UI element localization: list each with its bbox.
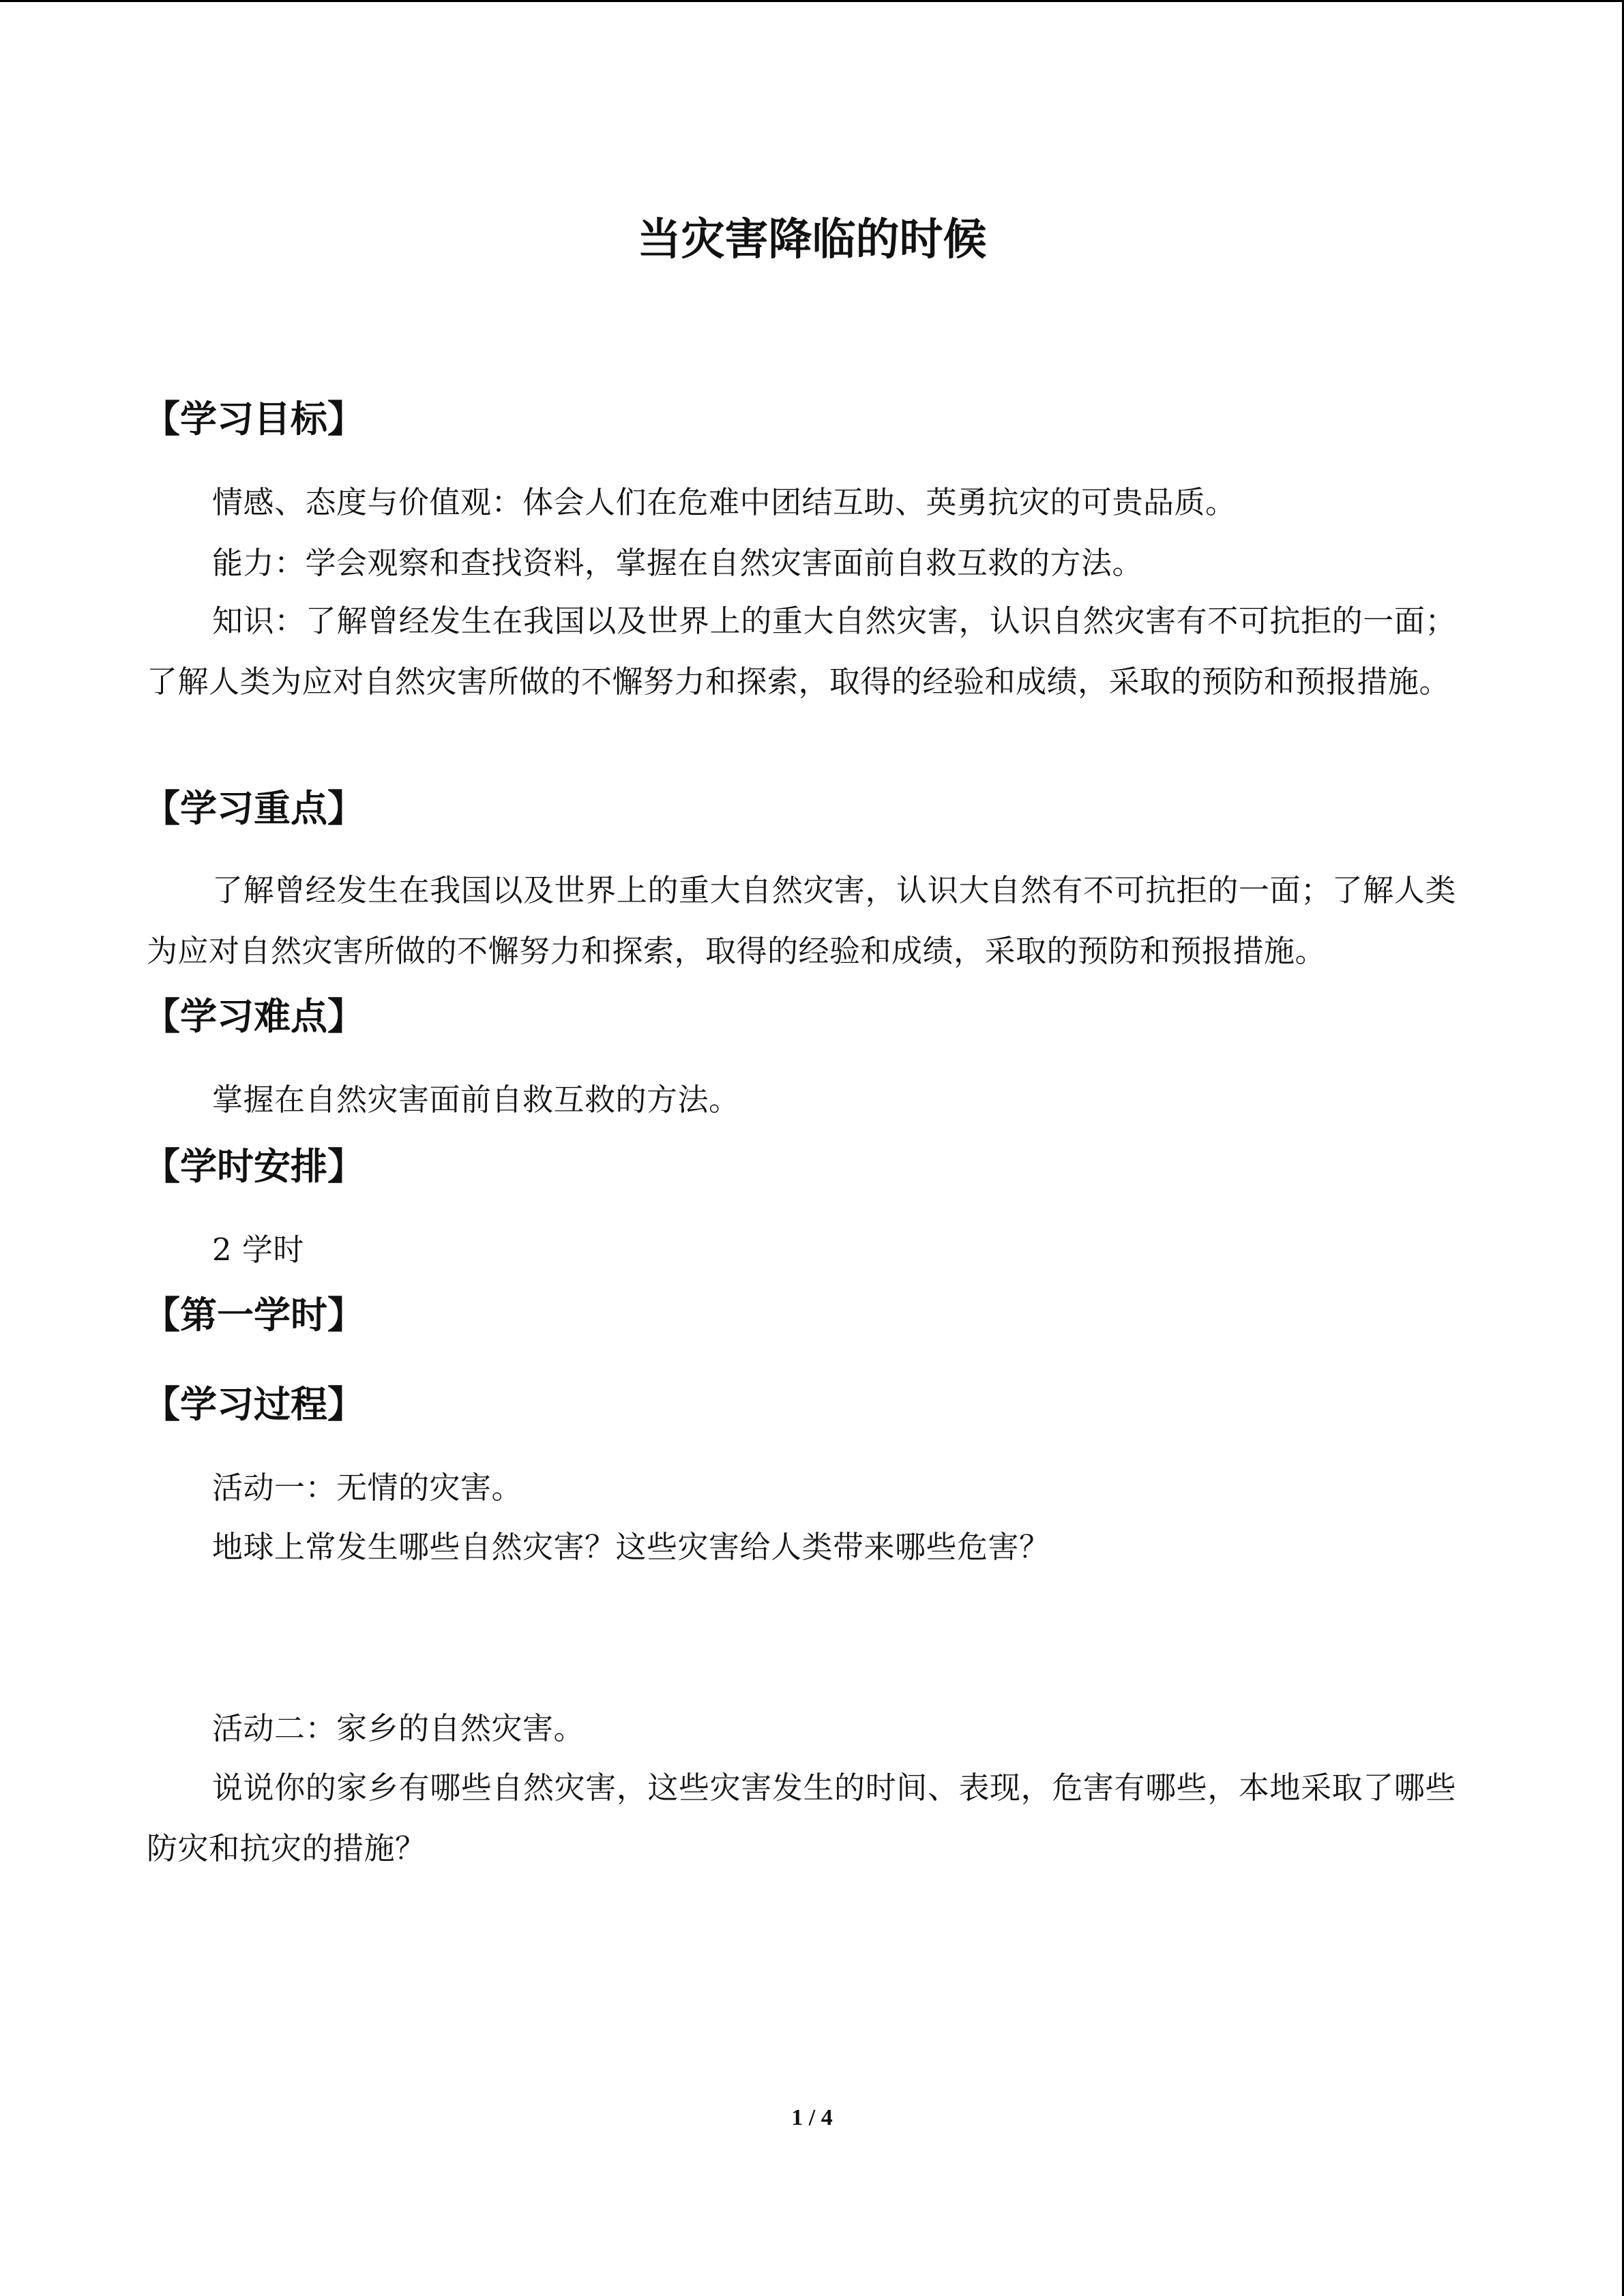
paragraph-goal-knowledge: 知识：了解曾经发生在我国以及世界上的重大自然灾害，认识自然灾害有不可抗拒的一面；了解人类为应对自然灾害所做的不懈努力和探索，取得的经验和成绩，采取的预防和预报措施。 xyxy=(147,603,1456,700)
paragraph-schedule: 2 学时 xyxy=(212,1232,304,1268)
page-border-top xyxy=(0,0,1624,2)
paragraph-activity-one: 活动一：无情的灾害。 xyxy=(212,1470,523,1506)
page-number: 1 / 4 xyxy=(791,2105,833,2130)
heading-key-points: 【学习重点】 xyxy=(143,787,364,830)
paragraph-goal-attitude: 情感、态度与价值观：体会人们在危难中团结互助、英勇抗灾的可贵品质。 xyxy=(212,484,1237,520)
paragraph-activity-two: 活动二：家乡的自然灾害。 xyxy=(212,1710,585,1746)
heading-schedule: 【学时安排】 xyxy=(143,1145,364,1188)
heading-difficulties: 【学习难点】 xyxy=(143,995,364,1038)
heading-first-period: 【第一学时】 xyxy=(143,1294,364,1337)
paragraph-key-points: 了解曾经发生在我国以及世界上的重大自然灾害，认识大自然有不可抗拒的一面；了解人类为应对自然灾害所做的不懈努力和探索，取得的经验和成绩，采取的预防和预报措施。 xyxy=(147,872,1456,969)
paragraph-activity-one-question: 地球上常发生哪些自然灾害？这些灾害给人类带来哪些危害？ xyxy=(212,1529,1050,1565)
paragraph-difficulties: 掌握在自然灾害面前自救互救的方法。 xyxy=(212,1082,740,1118)
heading-learning-goals: 【学习目标】 xyxy=(143,398,364,441)
page-title: 当灾害降临的时候 xyxy=(637,215,987,265)
paragraph-goal-ability: 能力：学会观察和查找资料，掌握在自然灾害面前自救互救的方法。 xyxy=(212,545,1144,581)
paragraph-activity-two-question: 说说你的家乡有哪些自然灾害，这些灾害发生的时间、表现，危害有哪些，本地采取了哪些防灾和抗灾的措施？ xyxy=(147,1770,1456,1866)
heading-learning-process: 【学习过程】 xyxy=(143,1383,364,1426)
